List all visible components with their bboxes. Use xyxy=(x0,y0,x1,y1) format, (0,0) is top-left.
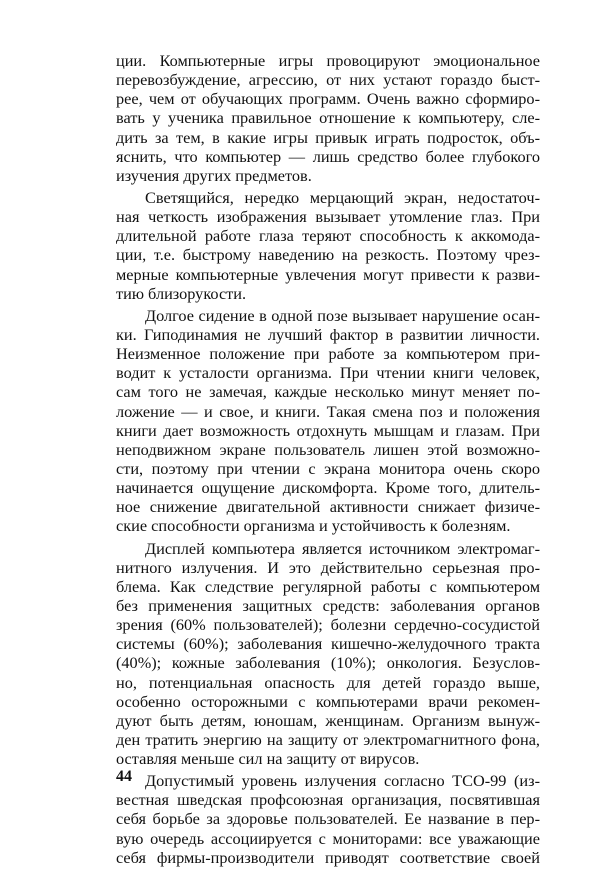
page-number: 44 xyxy=(116,768,132,785)
text-line: ден тратить энергию на защиту от электромагнитного фона, xyxy=(116,729,540,749)
text-line: книги дает возможность отдохнуть мышцам и глазам. При xyxy=(116,420,540,440)
text-line: блема. Как следствие регулярной работы с компьютером xyxy=(116,576,540,596)
text-line: мерные компьютерные увлечения могут привести к разви- xyxy=(116,264,540,284)
text-line: сти, поэтому при чтении с экрана монитора очень скоро xyxy=(116,458,540,478)
text-line: дить за тем, в какие игры привык играть подросток, объ- xyxy=(116,127,540,147)
text-line: водит к усталости организма. При чтении книги человек, xyxy=(116,363,540,383)
text-line: особенно осторожными с компьютерами врачи рекомен- xyxy=(116,691,540,711)
body-text xyxy=(116,51,540,870)
text-line: сам того не замечая, каждые несколько минут меняет по- xyxy=(116,382,540,402)
text-line: дуют быть детям, юношам, женщинам. Организм вынуж- xyxy=(116,710,540,730)
text-line: рее, чем от обучающих программ. Очень важно сформиро- xyxy=(116,89,540,109)
text-line: ские способности организма и устойчивость к болезням. xyxy=(116,516,511,536)
text-line: Светящийся, нередко мерцающий экран, недостаточ- xyxy=(145,187,540,207)
text-line: яснить, что компьютер — лишь средство более глубокого xyxy=(116,146,540,166)
text-line: вестная шведская профсоюзная организация, посвятившая xyxy=(116,790,540,810)
text-line: Допустимый уровень излучения согласно ТСО-99 (из- xyxy=(145,771,540,791)
text-line: системы (60%); заболевания кишечно-желудочного тракта xyxy=(116,634,540,654)
text-line: длительной работе глаза теряют способность к аккомода- xyxy=(116,226,540,246)
text-line: зрения (60% пользователей); болезни сердечно-сосудистой xyxy=(116,615,540,635)
text-line: Долгое сидение в одной позе вызывает нарушение осан- xyxy=(145,305,540,325)
text-line: но, потенциальная опасность для детей гораздо выше, xyxy=(116,672,540,692)
text-line: вую очередь ассоциируется с мониторами: все уважающие xyxy=(116,828,540,848)
text-line: Дисплей компьютера является источником электромаг- xyxy=(145,538,540,558)
text-line: вать у ученика правильное отношение к компьютеру, сле- xyxy=(116,108,540,128)
text-line: ки. Гиподинамия не лучший фактор в развитии личности. xyxy=(116,324,540,344)
text-line: начинается ощущение дискомфорта. Кроме того, длитель- xyxy=(116,478,540,498)
text-line: неподвижном экране пользователь лишен этой возможно- xyxy=(116,439,540,459)
text-line: оставляя меньше сил на защиту от вирусов. xyxy=(116,749,420,769)
text-line: перевозбуждение, агрессию, от них устают гораздо быст- xyxy=(116,70,540,90)
paragraph xyxy=(116,51,540,185)
text-line: (40%); кожные заболевания (10%); онкология. Безуслов- xyxy=(116,653,540,673)
text-line: ции. Компьютерные игры провоцируют эмоциональное xyxy=(116,51,540,70)
text-line: Неизменное положение при работе за компьютером при- xyxy=(116,344,540,364)
paragraph xyxy=(116,539,540,769)
paragraph xyxy=(116,771,540,867)
text-line: ная четкость изображения вызывает утомление глаз. При xyxy=(116,207,540,227)
text-line: себя борьбе за здоровье пользователей. Ее название в пер- xyxy=(116,809,540,829)
paragraph xyxy=(116,306,540,536)
text-line: нитного излучения. И это действительно серьезная про- xyxy=(116,557,540,577)
text-line: тию близорукости. xyxy=(116,283,247,303)
text-line: себя фирмы-производители приводят соответствие своей xyxy=(116,847,540,867)
text-line: ции, т.е. быстрому наведению на резкость. Поэтому чрез- xyxy=(116,245,540,265)
text-line: изучения других предметов. xyxy=(116,165,312,185)
paragraph xyxy=(116,188,540,303)
text-line: без применения защитных средств: заболевания органов xyxy=(116,595,540,615)
text-line: ложение — и свое, и книги. Такая смена поз и положения xyxy=(116,401,540,421)
text-line: ное снижение двигательной активности снижает физиче- xyxy=(116,497,540,517)
